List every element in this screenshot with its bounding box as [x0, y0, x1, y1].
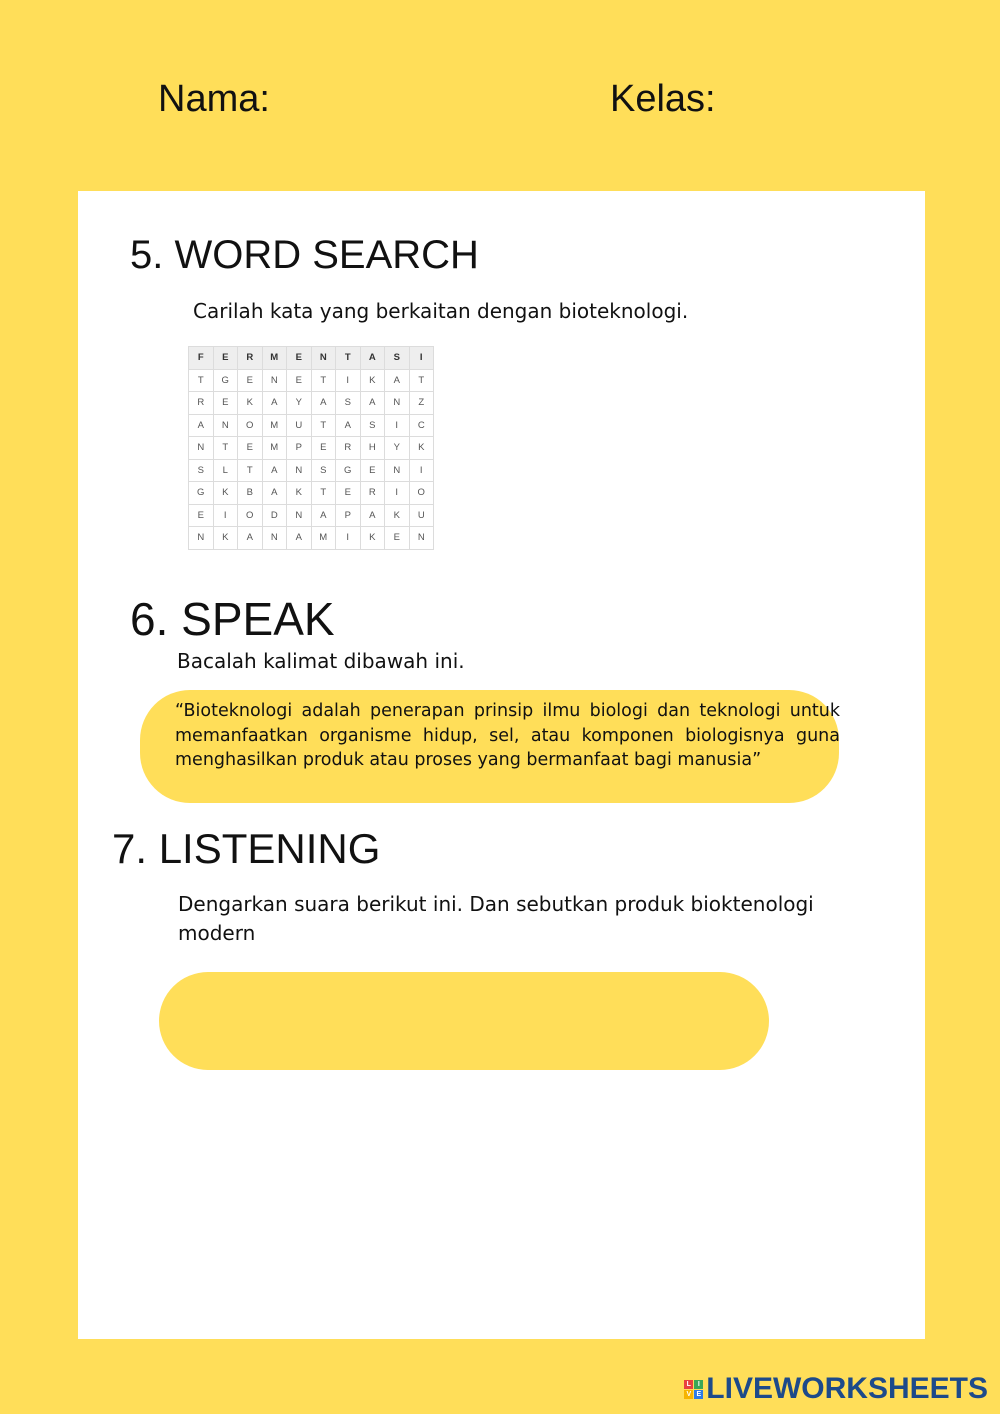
grid-cell: A [262, 392, 287, 415]
grid-cell: A [385, 369, 410, 392]
grid-cell: I [385, 414, 410, 437]
grid-cell: M [262, 347, 287, 370]
grid-cell: K [213, 482, 238, 505]
section-5-instruction: Carilah kata yang berkaitan dengan bioteknologi. [193, 299, 689, 323]
section-6-instruction: Bacalah kalimat dibawah ini. [177, 649, 465, 673]
grid-cell: C [409, 414, 434, 437]
grid-row [189, 392, 434, 415]
grid-cell: Y [287, 392, 312, 415]
grid-cell: E [385, 527, 410, 550]
logo-mark-letter: L [684, 1380, 693, 1389]
liveworksheets-logo-icon [684, 1380, 703, 1399]
liveworksheets-logo [684, 1372, 988, 1406]
grid-cell: A [262, 482, 287, 505]
grid-cell: E [238, 369, 263, 392]
grid-cell: O [238, 414, 263, 437]
grid-cell: T [409, 369, 434, 392]
audio-answer-area[interactable] [159, 972, 769, 1070]
grid-row [189, 527, 434, 550]
section-7-instruction: Dengarkan suara berikut ini. Dan sebutkan produk bioktenologi modern [178, 892, 814, 945]
grid-cell: N [262, 527, 287, 550]
grid-cell: M [262, 414, 287, 437]
grid-cell: E [213, 347, 238, 370]
grid-cell: P [336, 504, 361, 527]
grid-cell: U [409, 504, 434, 527]
grid-cell: O [238, 504, 263, 527]
grid-cell: I [409, 459, 434, 482]
grid-cell: A [336, 414, 361, 437]
section-6-title: 6. SPEAK [130, 593, 335, 645]
section-7-title: 7. LISTENING [112, 825, 381, 872]
grid-cell: N [213, 414, 238, 437]
grid-cell: O [409, 482, 434, 505]
grid-cell: N [189, 527, 214, 550]
grid-cell: G [189, 482, 214, 505]
logo-mark-letter: V [684, 1390, 693, 1399]
grid-cell: A [262, 459, 287, 482]
grid-cell: E [336, 482, 361, 505]
grid-cell: A [311, 504, 336, 527]
grid-cell: N [385, 459, 410, 482]
grid-cell: H [360, 437, 385, 460]
grid-cell: S [385, 347, 410, 370]
grid-cell: T [189, 369, 214, 392]
grid-cell: M [311, 527, 336, 550]
grid-cell: E [287, 369, 312, 392]
grid-cell: R [238, 347, 263, 370]
grid-row [189, 369, 434, 392]
grid-cell: I [336, 369, 361, 392]
grid-cell: A [238, 527, 263, 550]
grid-cell: B [238, 482, 263, 505]
grid-cell: S [311, 459, 336, 482]
grid-cell: K [409, 437, 434, 460]
grid-cell: U [287, 414, 312, 437]
grid-cell: S [360, 414, 385, 437]
grid-cell: E [238, 437, 263, 460]
grid-cell: K [360, 527, 385, 550]
grid-cell: R [360, 482, 385, 505]
grid-cell: I [409, 347, 434, 370]
logo-mark-letter: E [694, 1390, 703, 1399]
grid-cell: A [360, 504, 385, 527]
grid-cell: T [311, 482, 336, 505]
grid-cell: Z [409, 392, 434, 415]
grid-cell: A [287, 527, 312, 550]
grid-cell: K [287, 482, 312, 505]
grid-cell: A [360, 392, 385, 415]
grid-cell: N [189, 437, 214, 460]
grid-cell: E [311, 437, 336, 460]
grid-cell: K [238, 392, 263, 415]
grid-cell: I [336, 527, 361, 550]
grid-cell: A [189, 414, 214, 437]
grid-cell: M [262, 437, 287, 460]
grid-cell: Y [385, 437, 410, 460]
grid-cell: K [213, 527, 238, 550]
grid-row [189, 437, 434, 460]
grid-row [189, 459, 434, 482]
grid-cell: E [360, 459, 385, 482]
speak-quote-text: “Bioteknologi adalah penerapan prinsip ilmu biologi dan teknologi untuk memanfaatkan organisme hidup, sel, atau komponen biologisnya guna menghasilkan produk atau proses yang bermanfaat bagi manusia” [175, 701, 840, 770]
grid-row [189, 414, 434, 437]
grid-cell: N [385, 392, 410, 415]
grid-cell: I [213, 504, 238, 527]
grid-cell: T [311, 414, 336, 437]
grid-row [189, 504, 434, 527]
grid-row [189, 482, 434, 505]
grid-cell: E [213, 392, 238, 415]
grid-row [189, 347, 434, 370]
grid-cell: T [238, 459, 263, 482]
grid-cell: N [311, 347, 336, 370]
grid-cell: A [311, 392, 336, 415]
grid-cell: P [287, 437, 312, 460]
grid-cell: E [287, 347, 312, 370]
grid-cell: L [213, 459, 238, 482]
grid-cell: K [385, 504, 410, 527]
name-label: Nama: [158, 78, 270, 120]
grid-cell: T [336, 347, 361, 370]
word-search-grid [188, 346, 434, 550]
grid-cell: R [336, 437, 361, 460]
grid-cell: S [189, 459, 214, 482]
grid-cell: S [336, 392, 361, 415]
grid-cell: E [189, 504, 214, 527]
worksheet-card [78, 191, 925, 1339]
grid-cell: I [385, 482, 410, 505]
grid-cell: N [409, 527, 434, 550]
grid-cell: F [189, 347, 214, 370]
class-label: Kelas: [610, 78, 716, 120]
grid-cell: N [262, 369, 287, 392]
grid-cell: T [213, 437, 238, 460]
grid-cell: D [262, 504, 287, 527]
logo-text: LIVEWORKSHEETS [706, 1372, 988, 1405]
grid-cell: K [360, 369, 385, 392]
grid-cell: R [189, 392, 214, 415]
grid-cell: T [311, 369, 336, 392]
grid-cell: N [287, 504, 312, 527]
grid-cell: A [360, 347, 385, 370]
grid-cell: G [213, 369, 238, 392]
grid-cell: N [287, 459, 312, 482]
grid-cell: G [336, 459, 361, 482]
section-5-title: 5. WORD SEARCH [130, 233, 479, 277]
logo-mark-letter: I [694, 1380, 703, 1389]
